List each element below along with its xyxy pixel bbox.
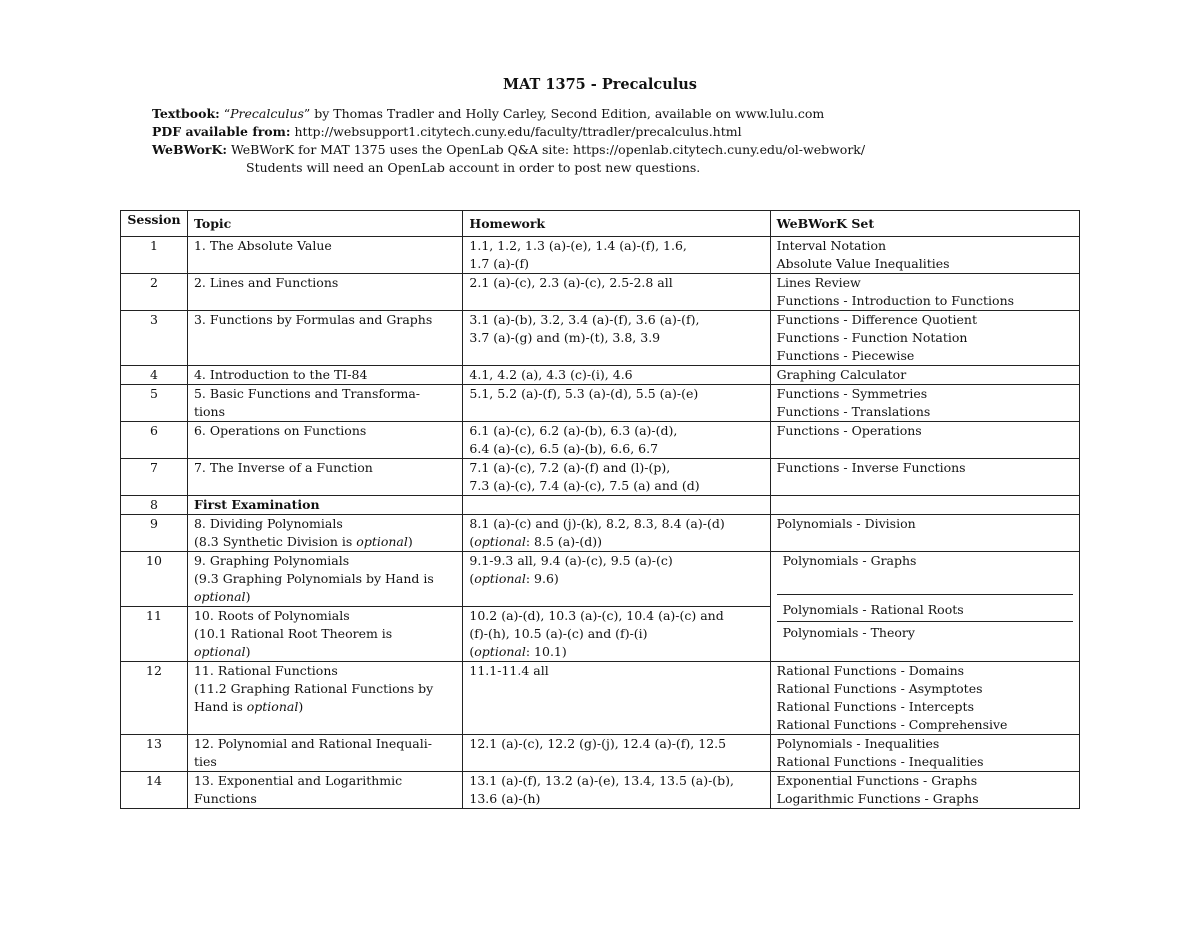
session-number: 6 — [121, 422, 188, 459]
webwork-cell — [770, 459, 1079, 496]
webwork-line — [152, 141, 865, 159]
table-header-row — [121, 211, 1080, 237]
webwork-link[interactable]: WeBWorK for MAT 1375 uses the OpenLab Q&A site: https://openlab.citytech.cuny.edu/ol-webwork/ — [230, 142, 866, 157]
homework-text-part: ( — [469, 644, 475, 659]
topic-cell — [187, 237, 462, 274]
topic-cell — [187, 459, 462, 496]
session-number: 1 — [121, 237, 188, 274]
homework-cell — [463, 496, 770, 515]
topic-text: 5. Basic Functions and Transforma- — [193, 386, 421, 401]
topic-cell — [187, 515, 462, 552]
topic-cell — [187, 607, 462, 662]
homework-text: 11.1-11.4 all — [469, 663, 549, 678]
table-row — [121, 366, 1080, 385]
homework-text: 2.1 (a)-(c), 2.3 (a)-(c), 2.5-2.8 all — [469, 275, 673, 290]
homework-cell — [463, 459, 770, 496]
homework-text — [469, 570, 763, 588]
homework-cell — [463, 237, 770, 274]
webwork-set: Functions - Inverse Functions — [776, 460, 966, 475]
optional-text: optional — [474, 644, 526, 659]
topic-text: 3. Functions by Formulas and Graphs — [193, 312, 433, 327]
header-topic: Topic — [187, 211, 462, 237]
topic-text: (11.2 Graphing Rational Functions by — [193, 681, 434, 696]
textbook-details: ” by Thomas Tradler and Holly Carley, Second Edition, available on www.lulu.com — [303, 106, 825, 121]
optional-text: optional — [193, 589, 246, 604]
webwork-cell — [770, 735, 1079, 772]
table-row — [121, 274, 1080, 311]
webwork-set: Logarithmic Functions - Graphs — [776, 791, 979, 806]
topic-text: Functions — [193, 791, 257, 806]
homework-cell — [463, 274, 770, 311]
homework-text: 13.6 (a)-(h) — [469, 791, 541, 806]
table-row — [121, 735, 1080, 772]
webwork-cell-part — [777, 595, 1073, 622]
page-title: MAT 1375 - Precalculus — [503, 76, 697, 93]
table-row — [121, 311, 1080, 366]
topic-text: tions — [193, 404, 225, 419]
topic-cell — [187, 496, 462, 515]
topic-text: 4. Introduction to the TI-84 — [193, 367, 368, 382]
session-number: 9 — [121, 515, 188, 552]
homework-text-part: ( — [469, 571, 475, 586]
homework-text: 10.2 (a)-(d), 10.3 (a)-(c), 10.4 (a)-(c) and — [469, 608, 724, 623]
topic-text — [194, 643, 456, 661]
homework-text: 4.1, 4.2 (a), 4.3 (c)-(i), 4.6 — [469, 367, 633, 382]
webwork-set: Graphing Calculator — [776, 367, 907, 382]
topic-text: 1. The Absolute Value — [193, 238, 332, 253]
webwork-cell-part — [777, 622, 1073, 642]
topic-text-part: Hand is — [193, 699, 247, 714]
topic-text-part: ) — [407, 534, 413, 549]
topic-text-part: ) — [245, 644, 251, 659]
webwork-cell — [770, 552, 1079, 662]
topic-text: ties — [193, 754, 217, 769]
session-number: 10 — [121, 552, 188, 607]
webwork-set: Rational Functions - Intercepts — [776, 699, 974, 714]
textbook-label: Textbook: — [152, 106, 220, 121]
topic-text-part: ) — [298, 699, 304, 714]
topic-text: 12. Polynomial and Rational Inequali- — [193, 736, 432, 751]
topic-cell — [187, 772, 462, 809]
webwork-set: Functions - Introduction to Functions — [776, 293, 1015, 308]
webwork-set: Functions - Translations — [776, 404, 931, 419]
topic-cell — [187, 385, 462, 422]
homework-cell — [463, 662, 770, 735]
webwork-cell-part — [777, 552, 1073, 595]
table-row — [121, 459, 1080, 496]
homework-text — [469, 533, 763, 551]
table-row — [121, 496, 1080, 515]
session-number: 11 — [121, 607, 188, 662]
homework-text: 1.1, 1.2, 1.3 (a)-(e), 1.4 (a)-(f), 1.6, — [469, 238, 687, 253]
webwork-set: Rational Functions - Asymptotes — [776, 681, 983, 696]
webwork-set: Rational Functions - Inequalities — [776, 754, 984, 769]
webwork-set: Rational Functions - Domains — [776, 663, 965, 678]
topic-cell — [187, 422, 462, 459]
header-webwork: WeBWorK Set — [770, 211, 1079, 237]
homework-cell — [463, 772, 770, 809]
table-row — [121, 662, 1080, 735]
optional-text: optional — [474, 534, 526, 549]
webwork-cell — [770, 366, 1079, 385]
table-row — [121, 515, 1080, 552]
header-session: Session — [121, 211, 188, 237]
homework-cell — [463, 422, 770, 459]
homework-text: (f)-(h), 10.5 (a)-(c) and (f)-(i) — [469, 626, 648, 641]
homework-text: 13.1 (a)-(f), 13.2 (a)-(e), 13.4, 13.5 (a)-(b), — [469, 773, 735, 788]
webwork-set: Polynomials - Rational Roots — [782, 602, 964, 617]
topic-text: 10. Roots of Polynomials — [193, 608, 350, 623]
webwork-set: Functions - Piecewise — [776, 348, 915, 363]
webwork-cell — [770, 515, 1079, 552]
topic-text: 9. Graphing Polynomials — [193, 553, 350, 568]
webwork-cell — [770, 422, 1079, 459]
homework-text: 6.4 (a)-(c), 6.5 (a)-(b), 6.6, 6.7 — [469, 441, 659, 456]
topic-text — [194, 533, 456, 551]
topic-text — [194, 588, 456, 606]
topic-text: 6. Operations on Functions — [193, 423, 367, 438]
webwork-set: Polynomials - Theory — [782, 625, 915, 640]
webwork-set: Polynomials - Graphs — [782, 553, 917, 568]
webwork-set: Absolute Value Inequalities — [776, 256, 950, 271]
webwork-set: Exponential Functions - Graphs — [776, 773, 978, 788]
topic-cell — [187, 274, 462, 311]
homework-text: 5.1, 5.2 (a)-(f), 5.3 (a)-(d), 5.5 (a)-(e) — [469, 386, 699, 401]
session-number: 7 — [121, 459, 188, 496]
table-row — [121, 237, 1080, 274]
webwork-cell — [770, 274, 1079, 311]
homework-cell — [463, 311, 770, 366]
webwork-set: Lines Review — [776, 275, 861, 290]
textbook-line — [152, 105, 824, 123]
textbook-title: Precalculus — [230, 106, 304, 121]
session-number: 4 — [121, 366, 188, 385]
topic-text: 11. Rational Functions — [193, 663, 338, 678]
table-row — [121, 552, 1080, 607]
topic-text: (10.1 Rational Root Theorem is — [193, 626, 393, 641]
session-number: 5 — [121, 385, 188, 422]
homework-cell — [463, 515, 770, 552]
homework-text: 6.1 (a)-(c), 6.2 (a)-(b), 6.3 (a)-(d), — [469, 423, 678, 438]
webwork-set: Functions - Operations — [776, 423, 922, 438]
webwork-cell — [770, 772, 1079, 809]
topic-text-part: (8.3 Synthetic Division is — [193, 534, 357, 549]
topic-cell — [187, 662, 462, 735]
homework-text: 12.1 (a)-(c), 12.2 (g)-(j), 12.4 (a)-(f), 12.5 — [469, 736, 727, 751]
table-row — [121, 385, 1080, 422]
topic-text: 13. Exponential and Logarithmic — [193, 773, 403, 788]
topic-text: 2. Lines and Functions — [193, 275, 339, 290]
homework-text: 9.1-9.3 all, 9.4 (a)-(c), 9.5 (a)-(c) — [469, 553, 673, 568]
webwork-set: Polynomials - Division — [776, 516, 916, 531]
homework-text: 3.7 (a)-(g) and (m)-(t), 3.8, 3.9 — [469, 330, 661, 345]
homework-text: 7.3 (a)-(c), 7.4 (a)-(c), 7.5 (a) and (d) — [469, 478, 700, 493]
webwork-note: Students will need an OpenLab account in order to post new questions. — [246, 160, 701, 175]
homework-text: 7.1 (a)-(c), 7.2 (a)-(f) and (l)-(p), — [469, 460, 671, 475]
topic-text: (9.3 Graphing Polynomials by Hand is — [193, 571, 434, 586]
optional-text: optional — [474, 571, 526, 586]
webwork-set: Polynomials - Inequalities — [776, 736, 940, 751]
webwork-set: Interval Notation — [776, 238, 887, 253]
optional-text: optional — [193, 644, 246, 659]
webwork-label: WeBWorK: — [152, 142, 227, 157]
homework-text: 3.1 (a)-(b), 3.2, 3.4 (a)-(f), 3.6 (a)-(f), — [469, 312, 700, 327]
webwork-set: Functions - Symmetries — [776, 386, 928, 401]
topic-cell — [187, 311, 462, 366]
pdf-line — [152, 123, 742, 141]
webwork-set: Functions - Difference Quotient — [776, 312, 978, 327]
topic-text: 7. The Inverse of a Function — [193, 460, 373, 475]
homework-cell — [463, 607, 770, 662]
webwork-cell — [770, 662, 1079, 735]
homework-text: 1.7 (a)-(f) — [469, 256, 530, 271]
homework-text: 8.1 (a)-(c) and (j)-(k), 8.2, 8.3, 8.4 (a)-(d) — [469, 516, 725, 531]
homework-text-part: : 10.1) — [525, 644, 567, 659]
webwork-cell — [770, 385, 1079, 422]
homework-text-part: ( — [469, 534, 475, 549]
homework-text — [469, 643, 763, 661]
session-number: 8 — [121, 496, 188, 515]
webwork-set: Functions - Function Notation — [776, 330, 968, 345]
pdf-label: PDF available from: — [152, 124, 291, 139]
table-row — [121, 772, 1080, 809]
homework-cell — [463, 735, 770, 772]
header-homework: Homework — [463, 211, 770, 237]
schedule-table — [120, 210, 1080, 809]
session-number: 14 — [121, 772, 188, 809]
textbook-open-quote: “ — [223, 106, 231, 121]
webwork-cell — [770, 237, 1079, 274]
session-number: 12 — [121, 662, 188, 735]
session-number: 3 — [121, 311, 188, 366]
webwork-cell — [770, 496, 1079, 515]
topic-text: 8. Dividing Polynomials — [193, 516, 343, 531]
topic-text: First Examination — [193, 497, 320, 512]
session-number: 13 — [121, 735, 188, 772]
topic-cell — [187, 735, 462, 772]
homework-text-part: : 8.5 (a)-(d)) — [525, 534, 602, 549]
homework-cell — [463, 385, 770, 422]
topic-cell — [187, 552, 462, 607]
webwork-set: Rational Functions - Comprehensive — [776, 717, 1008, 732]
webwork-cell — [770, 311, 1079, 366]
topic-text-part: ) — [245, 589, 251, 604]
homework-cell — [463, 366, 770, 385]
homework-text-part: : 9.6) — [525, 571, 559, 586]
homework-cell — [463, 552, 770, 607]
topic-text — [194, 698, 456, 716]
table-row — [121, 422, 1080, 459]
optional-text: optional — [246, 699, 299, 714]
topic-cell — [187, 366, 462, 385]
session-number: 2 — [121, 274, 188, 311]
pdf-link[interactable]: http://websupport1.citytech.cuny.edu/faculty/ttradler/precalculus.html — [294, 124, 742, 139]
optional-text: optional — [356, 534, 408, 549]
